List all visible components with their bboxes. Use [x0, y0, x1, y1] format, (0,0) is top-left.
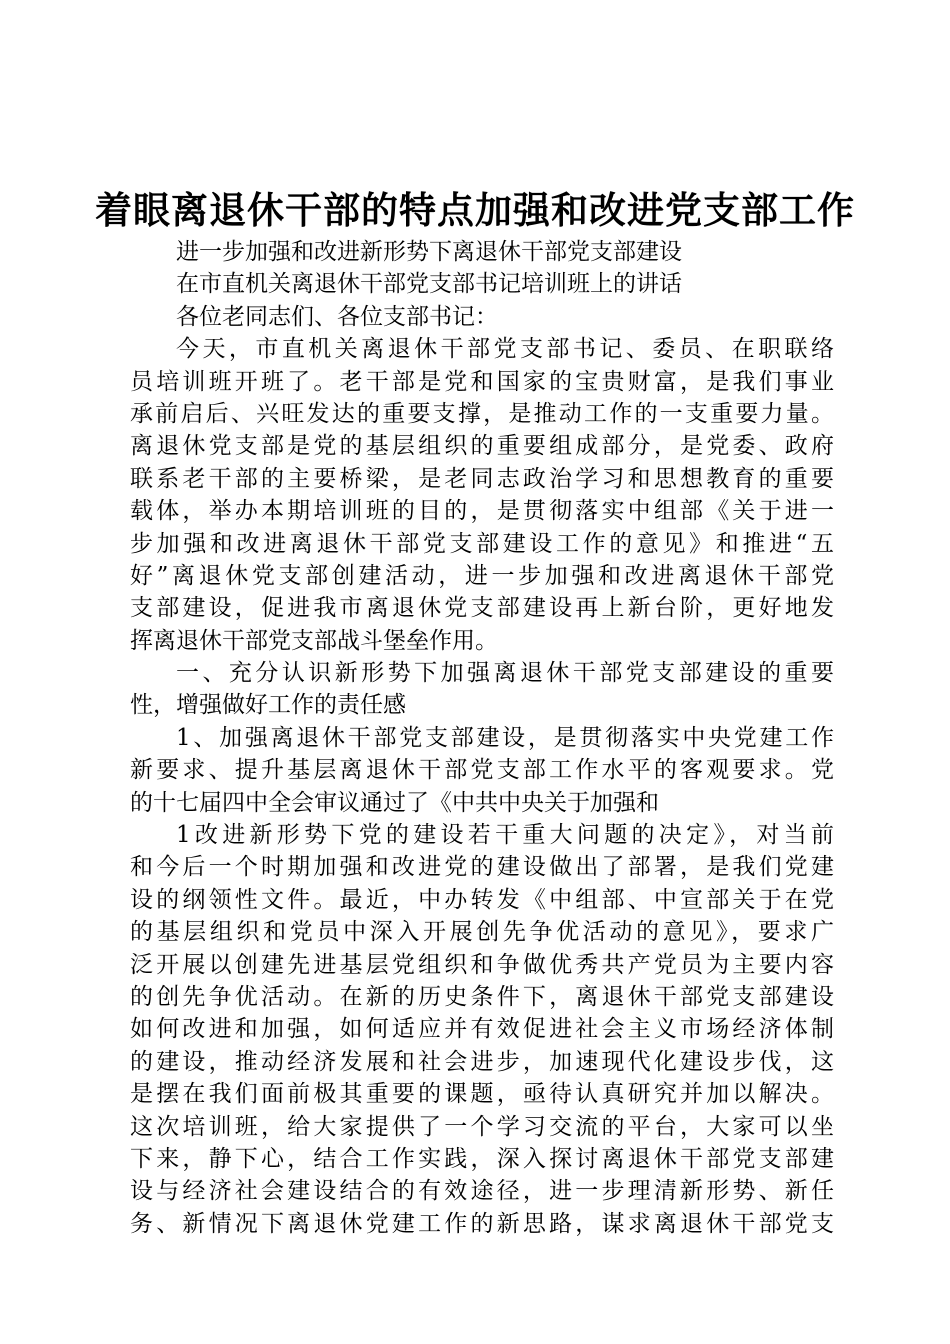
text-line: 1、加强离退休干部党支部建设，是贯彻落实中央党建工作 [176, 724, 834, 751]
text-line: 这次培训班，给大家提供了一个学习交流的平台，大家可以坐 [130, 1113, 834, 1140]
text-line: 的创先争优活动。在新的历史条件下，离退休干部党支部建设 [130, 983, 834, 1010]
text-line: 载体，举办本期培训班的目的，是贯彻落实中组部《关于进一 [130, 498, 834, 525]
text-line: 性，增强做好工作的责任感 [130, 692, 406, 719]
document-title: 着眼离退休干部的特点加强和改进党支部工作 [95, 188, 855, 232]
text-line: 设的纲领性文件。最近，中办转发《中组部、中宣部关于在党 [130, 886, 834, 913]
text-line: 务、新情况下离退休党建工作的新思路，谋求离退休干部党支 [130, 1210, 834, 1237]
text-line: 新要求、提升基层离退休干部党支部工作水平的客观要求。党 [130, 757, 834, 784]
text-line: 承前启后、兴旺发达的重要支撑，是推动工作的一支重要力量。 [130, 400, 834, 427]
text-line: 一、充分认识新形势下加强离退休干部党支部建设的重要 [176, 660, 834, 687]
text-line: 下来，静下心，结合工作实践，深入探讨离退休干部党支部建 [130, 1145, 834, 1172]
text-line: 离退休党支部是党的基层组织的重要组成部分，是党委、政府 [130, 433, 834, 460]
text-line: 支部建设，促进我市离退休党支部建设再上新台阶，更好地发 [130, 595, 834, 622]
text-line: 挥离退休干部党支部战斗堡垒作用。 [130, 627, 498, 654]
text-line: 好”离退休党支部创建活动，进一步加强和改进离退休干部党 [130, 562, 834, 589]
text-line: 联系老干部的主要桥梁，是老同志政治学习和思想教育的重要 [130, 465, 834, 492]
text-line: 的基层组织和党员中深入开展创先争优活动的意见》，要求广 [130, 919, 834, 946]
text-line: 是摆在我们面前极其重要的课题，亟待认真研究并加以解决。 [130, 1081, 834, 1108]
text-line: 的建设，推动经济发展和社会进步，加速现代化建设步伐，这 [130, 1048, 834, 1075]
text-line: 如何改进和加强，如何适应并有效促进社会主义市场经济体制 [130, 1016, 834, 1043]
text-line: 在市直机关离退休干部党支部书记培训班上的讲话 [176, 271, 682, 298]
text-line: 员培训班开班了。老干部是党和国家的宝贵财富，是我们事业 [130, 368, 834, 395]
text-line: 1改进新形势下党的建设若干重大问题的决定》，对当前 [176, 822, 834, 849]
text-line: 今天，市直机关离退休干部党支部书记、委员、在职联络 [176, 336, 834, 363]
text-line: 步加强和改进离退休干部党支部建设工作的意见》和推进“五 [130, 530, 834, 557]
text-line: 各位老同志们、各位支部书记： [176, 303, 498, 330]
text-line: 泛开展以创建先进基层党组织和争做优秀共产党员为主要内容 [130, 951, 834, 978]
text-line: 设与经济社会建设结合的有效途径，进一步理清新形势、新任 [130, 1178, 834, 1205]
text-line: 进一步加强和改进新形势下离退休干部党支部建设 [176, 239, 682, 265]
document-body [130, 236, 834, 1240]
text-line: 的十七届四中全会审议通过了《中共中央关于加强和 [130, 789, 659, 816]
text-line: 和今后一个时期加强和改进党的建设做出了部署，是我们党建 [130, 854, 834, 881]
